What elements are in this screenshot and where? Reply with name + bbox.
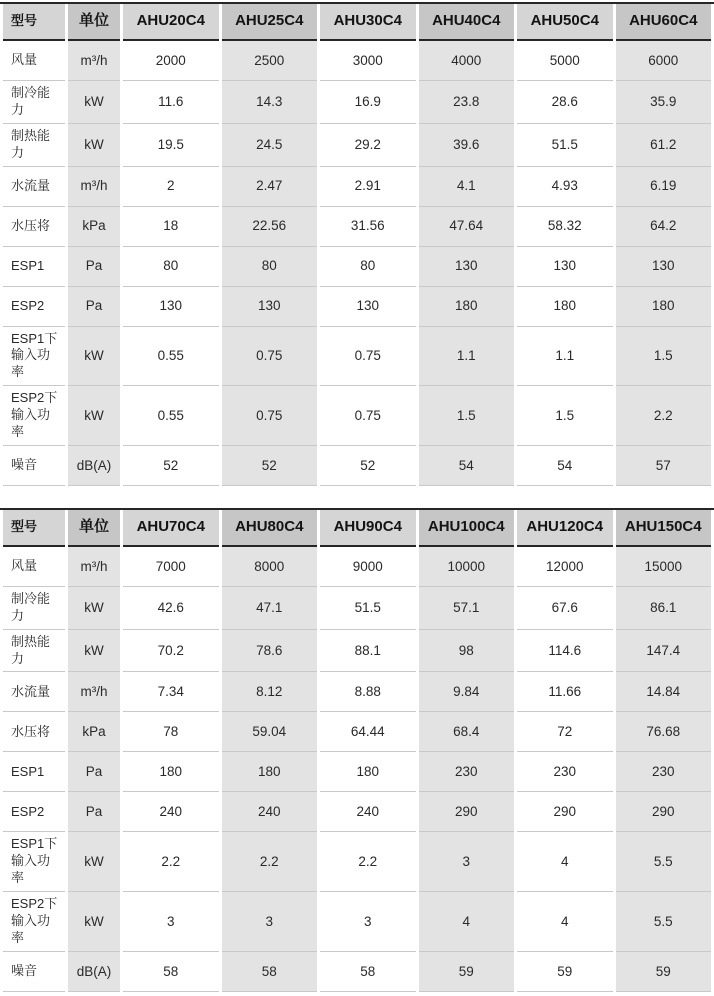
value-cell: 70.2 [123,630,219,673]
unit-cell: kW [68,124,120,167]
table-row [3,752,711,792]
row-label-cell: ESP1 [3,247,65,287]
table-row [3,446,711,486]
value-cell: 4.1 [419,167,515,207]
value-cell: 6000 [616,41,712,81]
row-label-cell: 水流量 [3,167,65,207]
unit-cell: Pa [68,247,120,287]
row-label-cell: ESP1下输入功率 [3,327,65,387]
table-row [3,892,711,952]
value-cell: 180 [616,287,712,327]
value-cell: 230 [517,752,613,792]
value-cell: 4 [517,832,613,892]
unit-cell: kW [68,892,120,952]
table-row [3,327,711,387]
value-cell: 5.5 [616,832,712,892]
value-cell: 59 [517,952,613,992]
table-row [3,832,711,892]
value-cell: 4 [419,892,515,952]
value-cell: 61.2 [616,124,712,167]
row-label-cell: ESP2 [3,792,65,832]
value-cell: 2.2 [222,832,318,892]
row-label-cell: 制热能力 [3,630,65,673]
value-cell: 2000 [123,41,219,81]
unit-cell: Pa [68,792,120,832]
value-cell: 8.12 [222,672,318,712]
value-cell: 59 [616,952,712,992]
value-cell: 114.6 [517,630,613,673]
value-cell: 290 [517,792,613,832]
value-cell: 240 [123,792,219,832]
value-cell: 0.75 [320,327,416,387]
value-cell: 11.6 [123,81,219,124]
value-cell: 54 [419,446,515,486]
value-cell: 14.84 [616,672,712,712]
row-label-cell: 水压将 [3,207,65,247]
value-cell: 180 [123,752,219,792]
value-cell: 24.5 [222,124,318,167]
value-cell: 35.9 [616,81,712,124]
value-cell: 22.56 [222,207,318,247]
value-cell: 14.3 [222,81,318,124]
value-cell: 3 [419,832,515,892]
value-cell: 0.75 [222,386,318,446]
value-cell: 2.47 [222,167,318,207]
value-cell: 8000 [222,547,318,587]
row-label-cell: ESP1 [3,752,65,792]
value-cell: 86.1 [616,587,712,630]
value-cell: 76.68 [616,712,712,752]
value-cell: 230 [616,752,712,792]
spec-table-1 [0,2,714,486]
unit-cell: m³/h [68,672,120,712]
value-cell: 39.6 [419,124,515,167]
value-cell: 42.6 [123,587,219,630]
row-label-cell: 制冷能力 [3,587,65,630]
value-cell: 28.6 [517,81,613,124]
value-cell: 1.1 [419,327,515,387]
value-cell: 1.1 [517,327,613,387]
row-label-cell: ESP2下输入功率 [3,386,65,446]
value-cell: 6.19 [616,167,712,207]
value-cell: 130 [419,247,515,287]
row-label-cell: 水压将 [3,712,65,752]
value-cell: 47.1 [222,587,318,630]
column-header-ahu80c4: AHU80C4 [222,510,318,547]
value-cell: 68.4 [419,712,515,752]
unit-column-header: 单位 [68,510,120,547]
value-cell: 54 [517,446,613,486]
value-cell: 58 [320,952,416,992]
value-cell: 2.2 [320,832,416,892]
value-cell: 2 [123,167,219,207]
value-cell: 64.44 [320,712,416,752]
value-cell: 3 [320,892,416,952]
value-cell: 31.56 [320,207,416,247]
value-cell: 2.2 [123,832,219,892]
value-cell: 11.66 [517,672,613,712]
value-cell: 58.32 [517,207,613,247]
value-cell: 180 [320,752,416,792]
spec-table-2 [0,508,714,992]
table-row [3,167,711,207]
row-label-cell: ESP2 [3,287,65,327]
row-label-cell: ESP2下输入功率 [3,892,65,952]
value-cell: 180 [222,752,318,792]
row-label-cell: 制热能力 [3,124,65,167]
value-cell: 59.04 [222,712,318,752]
row-label-cell: 噪音 [3,952,65,992]
row-label-cell: 噪音 [3,446,65,486]
value-cell: 9.84 [419,672,515,712]
value-cell: 130 [123,287,219,327]
value-cell: 4 [517,892,613,952]
value-cell: 3 [222,892,318,952]
table-row [3,247,711,287]
value-cell: 290 [616,792,712,832]
value-cell: 58 [222,952,318,992]
table-row [3,792,711,832]
value-cell: 7000 [123,547,219,587]
value-cell: 4.93 [517,167,613,207]
value-cell: 12000 [517,547,613,587]
value-cell: 59 [419,952,515,992]
unit-cell: dB(A) [68,446,120,486]
value-cell: 15000 [616,547,712,587]
value-cell: 180 [517,287,613,327]
column-header-ahu20c4: AHU20C4 [123,4,219,41]
row-label-cell: 风量 [3,547,65,587]
header-row [3,4,711,41]
table-row [3,587,711,630]
row-label-cell: ESP1下输入功率 [3,832,65,892]
table-row [3,207,711,247]
value-cell: 58 [123,952,219,992]
value-cell: 78.6 [222,630,318,673]
table-row [3,41,711,81]
column-header-ahu150c4: AHU150C4 [616,510,712,547]
column-header-ahu100c4: AHU100C4 [419,510,515,547]
table-row [3,672,711,712]
unit-cell: m³/h [68,547,120,587]
value-cell: 180 [419,287,515,327]
row-label-cell: 风量 [3,41,65,81]
value-cell: 3000 [320,41,416,81]
value-cell: 5000 [517,41,613,81]
row-label-cell: 制冷能力 [3,81,65,124]
value-cell: 130 [616,247,712,287]
value-cell: 52 [320,446,416,486]
value-cell: 51.5 [517,124,613,167]
value-cell: 130 [320,287,416,327]
value-cell: 130 [517,247,613,287]
value-cell: 0.55 [123,327,219,387]
table-row [3,386,711,446]
value-cell: 23.8 [419,81,515,124]
table-row [3,630,711,673]
column-header-ahu30c4: AHU30C4 [320,4,416,41]
unit-column-header: 单位 [68,4,120,41]
value-cell: 230 [419,752,515,792]
unit-cell: m³/h [68,41,120,81]
value-cell: 130 [222,287,318,327]
table-row [3,81,711,124]
unit-cell: kW [68,327,120,387]
value-cell: 80 [123,247,219,287]
value-cell: 98 [419,630,515,673]
value-cell: 2.2 [616,386,712,446]
table-row [3,712,711,752]
value-cell: 80 [320,247,416,287]
value-cell: 29.2 [320,124,416,167]
value-cell: 47.64 [419,207,515,247]
unit-cell: dB(A) [68,952,120,992]
unit-cell: kPa [68,712,120,752]
value-cell: 88.1 [320,630,416,673]
header-row [3,510,711,547]
value-cell: 18 [123,207,219,247]
value-cell: 0.55 [123,386,219,446]
column-header-ahu90c4: AHU90C4 [320,510,416,547]
unit-cell: Pa [68,287,120,327]
unit-cell: kW [68,832,120,892]
table-row [3,124,711,167]
value-cell: 72 [517,712,613,752]
table-row [3,952,711,992]
model-column-header: 型号 [3,4,65,41]
model-column-header: 型号 [3,510,65,547]
column-header-ahu50c4: AHU50C4 [517,4,613,41]
column-header-ahu25c4: AHU25C4 [222,4,318,41]
value-cell: 57.1 [419,587,515,630]
unit-cell: kW [68,587,120,630]
unit-cell: kPa [68,207,120,247]
value-cell: 80 [222,247,318,287]
unit-cell: m³/h [68,167,120,207]
value-cell: 57 [616,446,712,486]
column-header-ahu40c4: AHU40C4 [419,4,515,41]
value-cell: 1.5 [419,386,515,446]
table-row [3,287,711,327]
value-cell: 2500 [222,41,318,81]
table-row [3,547,711,587]
value-cell: 8.88 [320,672,416,712]
column-header-ahu70c4: AHU70C4 [123,510,219,547]
value-cell: 52 [222,446,318,486]
unit-cell: Pa [68,752,120,792]
value-cell: 0.75 [222,327,318,387]
value-cell: 52 [123,446,219,486]
value-cell: 0.75 [320,386,416,446]
value-cell: 1.5 [616,327,712,387]
row-label-cell: 水流量 [3,672,65,712]
value-cell: 290 [419,792,515,832]
unit-cell: kW [68,386,120,446]
value-cell: 147.4 [616,630,712,673]
unit-cell: kW [68,81,120,124]
value-cell: 19.5 [123,124,219,167]
value-cell: 240 [320,792,416,832]
value-cell: 4000 [419,41,515,81]
value-cell: 64.2 [616,207,712,247]
value-cell: 78 [123,712,219,752]
value-cell: 240 [222,792,318,832]
value-cell: 10000 [419,547,515,587]
value-cell: 1.5 [517,386,613,446]
value-cell: 67.6 [517,587,613,630]
value-cell: 9000 [320,547,416,587]
column-header-ahu120c4: AHU120C4 [517,510,613,547]
value-cell: 2.91 [320,167,416,207]
column-header-ahu60c4: AHU60C4 [616,4,712,41]
value-cell: 5.5 [616,892,712,952]
value-cell: 3 [123,892,219,952]
value-cell: 16.9 [320,81,416,124]
unit-cell: kW [68,630,120,673]
value-cell: 7.34 [123,672,219,712]
value-cell: 51.5 [320,587,416,630]
